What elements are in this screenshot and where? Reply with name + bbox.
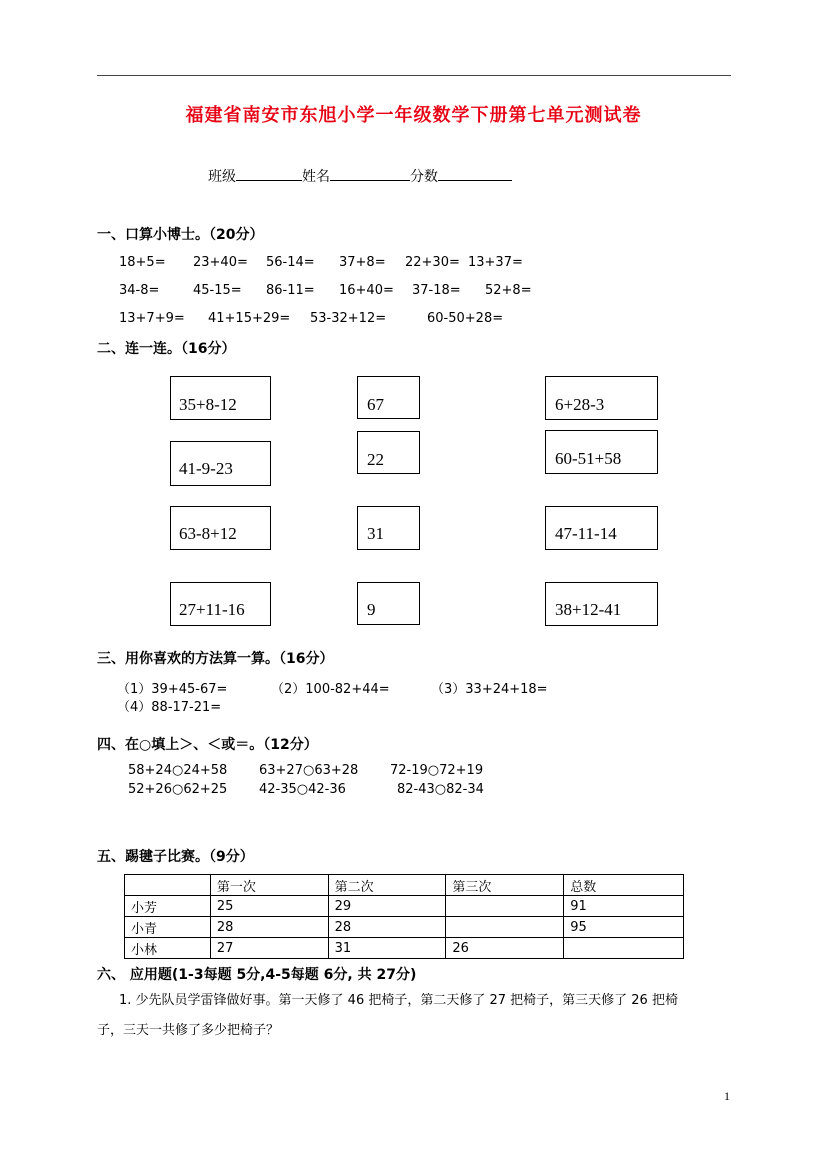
class-blank[interactable]: [236, 168, 302, 181]
name-label: 姓名: [302, 169, 330, 185]
table-row: [125, 917, 684, 938]
table-cell: 27: [210, 938, 328, 959]
match-right-text: 47-11-14: [555, 524, 617, 543]
compare-item: 72-19○72+19: [390, 763, 484, 778]
section-6-heading: 六、 应用题(1-3每题 5分,4-5每题 6分, 共 27分): [97, 967, 417, 983]
match-right-box-4[interactable]: [545, 582, 658, 626]
table-cell-blank[interactable]: [446, 917, 564, 938]
page-number: 1: [724, 1089, 730, 1103]
table-cell: 小林: [125, 938, 211, 959]
table-header-cell: 第一次: [210, 875, 328, 896]
oral-item: 45-15=: [193, 283, 242, 298]
calc-item-3: （3）33+24+18=: [431, 682, 548, 697]
section-4-heading: 四、在○填上＞、＜或＝。（12分）: [97, 737, 318, 753]
table-row: [125, 938, 684, 959]
table-cell: 26: [446, 938, 564, 959]
calc-item-1: （1）39+45-67=: [117, 682, 228, 697]
name-blank[interactable]: [330, 168, 410, 181]
page-title: 福建省南安市东旭小学一年级数学下册第七单元测试卷: [185, 105, 642, 126]
oral-item: 60-50+28=: [427, 311, 504, 326]
class-label: 班级: [208, 169, 236, 185]
compare-item: 42-35○42-36: [259, 782, 346, 797]
section-2-heading: 二、连一连。（16分）: [97, 341, 236, 357]
match-left-box-1[interactable]: [170, 376, 271, 420]
match-left-text: 35+8-12: [179, 395, 237, 414]
oral-item: 34-8=: [119, 283, 160, 298]
match-left-box-4[interactable]: [170, 582, 271, 626]
student-info-line: [208, 166, 512, 186]
match-middle-box-4[interactable]: [357, 582, 420, 625]
match-left-text: 41-9-23: [179, 459, 233, 478]
table-cell-blank[interactable]: [446, 896, 564, 917]
oral-item: 56-14=: [266, 255, 315, 270]
table-header-cell: 第二次: [328, 875, 446, 896]
oral-item: 37-18=: [412, 283, 461, 298]
oral-item: 18+5=: [119, 255, 166, 270]
problem-1-line-2: 子，三天一共修了多少把椅子？: [97, 1023, 280, 1038]
match-middle-box-2[interactable]: [357, 431, 420, 474]
match-left-box-3[interactable]: [170, 506, 271, 550]
oral-item: 53-32+12=: [310, 311, 387, 326]
table-cell: 95: [564, 917, 684, 938]
section-5-heading: 五、踢毽子比赛。（9分）: [97, 849, 254, 865]
match-middle-text: 31: [367, 524, 384, 543]
oral-item: 13+7+9=: [119, 311, 185, 326]
match-left-text: 27+11-16: [179, 600, 245, 619]
compare-item: 82-43○82-34: [397, 782, 484, 797]
problem-1-line-1: 1. 少先队员学雷锋做好事。第一天修了 46 把椅子，第二天修了 27 把椅子，第三天修了 26 把椅: [119, 993, 678, 1008]
oral-item: 13+37=: [468, 255, 523, 270]
table-cell: 29: [328, 896, 446, 917]
oral-item: 41+15+29=: [208, 311, 291, 326]
calc-item-4: （4）88-17-21=: [117, 700, 222, 715]
compare-item: 63+27○63+28: [259, 763, 359, 778]
table-cell: 28: [328, 917, 446, 938]
compare-item: 52+26○62+25: [128, 782, 228, 797]
table-header-row: [125, 875, 684, 896]
oral-item: 37+8=: [339, 255, 386, 270]
match-middle-text: 9: [367, 600, 376, 619]
table-header-cell: 第三次: [446, 875, 564, 896]
calc-item-2: （2）100-82+44=: [271, 682, 390, 697]
match-middle-box-3[interactable]: [357, 506, 420, 550]
match-right-box-2[interactable]: [545, 430, 658, 474]
table-header-cell: [125, 875, 211, 896]
match-right-text: 6+28-3: [555, 395, 605, 414]
match-middle-text: 22: [367, 450, 384, 469]
score-table: [124, 874, 684, 959]
table-cell: 31: [328, 938, 446, 959]
match-right-text: 38+12-41: [555, 600, 622, 619]
table-cell: 28: [210, 917, 328, 938]
table-cell-blank[interactable]: [564, 938, 684, 959]
match-left-box-2[interactable]: [170, 441, 271, 486]
section-3-heading: 三、用你喜欢的方法算一算。（16分）: [97, 651, 334, 667]
match-right-box-1[interactable]: [545, 376, 658, 420]
oral-item: 86-11=: [266, 283, 315, 298]
table-cell: 25: [210, 896, 328, 917]
score-label: 分数: [410, 169, 438, 185]
match-right-box-3[interactable]: [545, 506, 658, 550]
match-middle-text: 67: [367, 395, 384, 414]
header-rule: [97, 75, 731, 76]
oral-item: 16+40=: [339, 283, 394, 298]
table-cell: 小青: [125, 917, 211, 938]
match-left-text: 63-8+12: [179, 524, 237, 543]
oral-item: 22+30=: [405, 255, 460, 270]
oral-item: 52+8=: [485, 283, 532, 298]
compare-item: 58+24○24+58: [128, 763, 228, 778]
oral-item: 23+40=: [193, 255, 248, 270]
match-right-text: 60-51+58: [555, 449, 622, 468]
table-header-cell: 总数: [564, 875, 684, 896]
section-1-heading: 一、口算小博士。（20分）: [97, 227, 264, 243]
table-row: [125, 896, 684, 917]
table-cell: 小芳: [125, 896, 211, 917]
match-middle-box-1[interactable]: [357, 376, 420, 419]
table-cell: 91: [564, 896, 684, 917]
score-blank[interactable]: [438, 168, 512, 181]
